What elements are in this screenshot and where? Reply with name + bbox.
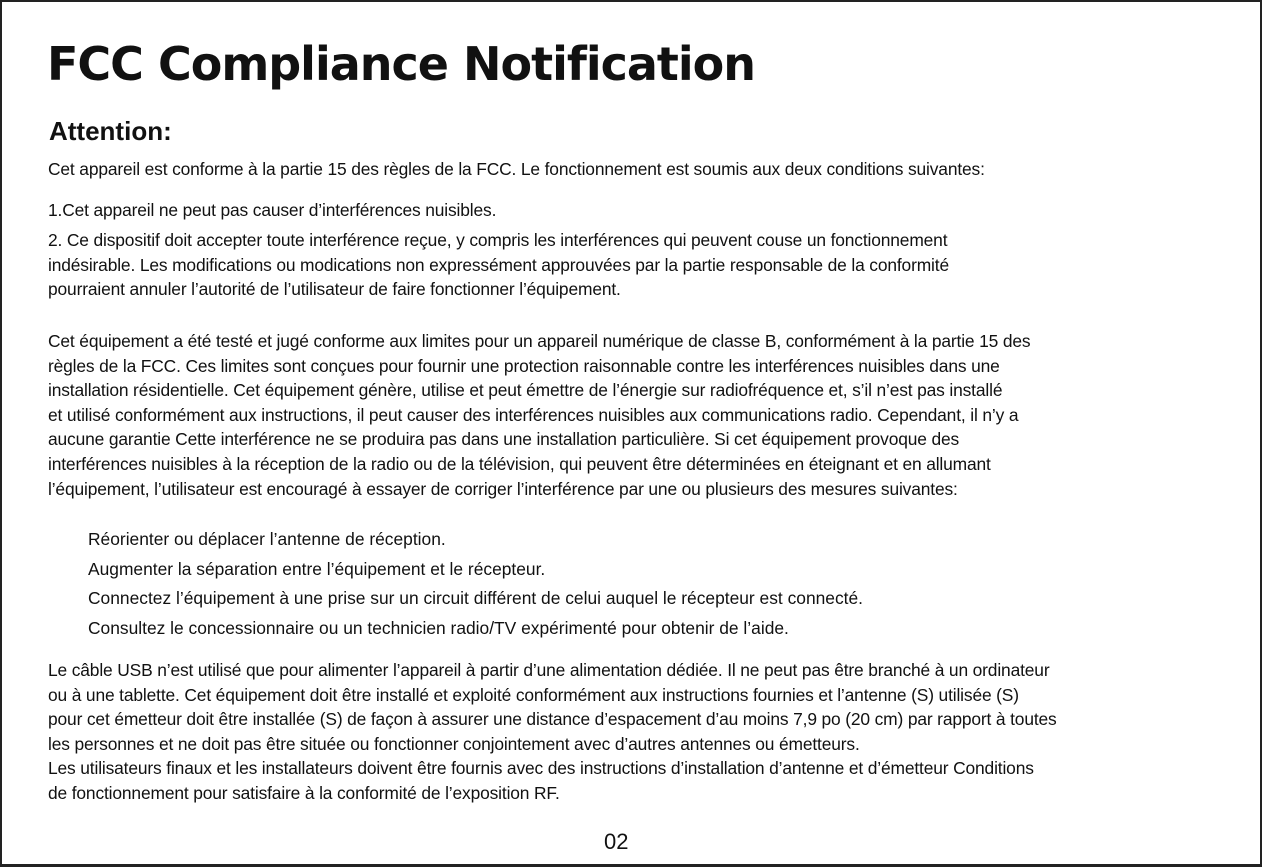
class-b-line: Cet équipement a été testé et jugé conforme aux limites pour un appareil numérique de classe B, conformément à la partie 15 des: [48, 331, 1031, 351]
intro-line: Cet appareil est conforme à la partie 15 des règles de la FCC. Le fonctionnement est soumis aux deux conditions suivantes:: [48, 159, 985, 179]
class-b-line: interférences nuisibles à la réception de la radio ou de la télévision, qui peuvent être déterminées en éteignant et en allumant: [48, 453, 991, 474]
page-title: FCC Compliance Notification: [47, 37, 756, 91]
usb-cable-paragraph: [48, 658, 1248, 806]
condition-2-line: indésirable. Les modifications ou modications non expressément approuvées par la partie responsable de la conformité: [48, 254, 949, 275]
page-number: 02: [604, 829, 629, 854]
condition-2-line: 2. Ce dispositif doit accepter toute interférence reçue, y compris les interférences qui peuvent couse un fonctionnement: [48, 230, 948, 250]
usb-cable-line: pour cet émetteur doit être installée (S) de façon à assurer une distance d’espacement d’au moins 7,9 po (20 cm) par rapport à toutes: [48, 709, 1057, 730]
condition-1: [48, 198, 1248, 223]
measure-item: Augmenter la séparation entre l’équipement et le récepteur.: [88, 558, 546, 579]
attention-heading: Attention:: [49, 116, 172, 146]
condition-2: [48, 228, 1248, 302]
usb-cable-line: Le câble USB n’est utilisé que pour alimenter l’appareil à partir d’une alimentation dédiée. Il ne peut pas être branché à un ordinateur: [48, 660, 1050, 680]
condition-2-line: pourraient annuler l’autorité de l’utilisateur de faire fonctionner l’équipement.: [48, 279, 621, 300]
measures-list: [88, 525, 863, 643]
usb-cable-line: ou à une tablette. Cet équipement doit être installé et exploité conformément aux instructions fournies et l’antenne (S) utilisée (S): [48, 684, 1019, 705]
condition-1-line: 1.Cet appareil ne peut pas causer d’interférences nuisibles.: [48, 200, 497, 220]
class-b-line: installation résidentielle. Cet équipement génère, utilise et peut émettre de l’énergie sur radiofréquence et, s’il n’est pas installé: [48, 380, 1003, 401]
usb-cable-line: de fonctionnement pour satisfaire à la conformité de l’exposition RF.: [48, 782, 560, 803]
measure-item: Consultez le concessionnaire ou un technicien radio/TV expérimenté pour obtenir de l’aide.: [88, 617, 789, 638]
class-b-line: règles de la FCC. Ces limites sont conçues pour fournir une protection raisonnable contre les interférences nuisibles dans une: [48, 355, 1000, 376]
measure-item: Connectez l’équipement à une prise sur un circuit différent de celui auquel le récepteur est connecté.: [88, 588, 863, 608]
class-b-line: l’équipement, l’utilisateur est encouragé à essayer de corriger l’interférence par une ou plusieurs des mesures suivantes:: [48, 478, 958, 499]
measure-item: Réorienter ou déplacer l’antenne de réception.: [88, 529, 446, 549]
usb-cable-line: les personnes et ne doit pas être située ou fonctionner conjointement avec d’autres antennes ou émetteurs.: [48, 733, 860, 754]
class-b-line: et utilisé conformément aux instructions, il peut causer des interférences nuisibles aux communications radio. Cependant, il n’y a: [48, 404, 1019, 425]
class-b-line: aucune garantie Cette interférence ne se produira pas dans une installation particulière. Si cet équipement provoque des: [48, 429, 960, 450]
intro-paragraph: [48, 157, 1248, 182]
class-b-paragraph: [48, 329, 1248, 501]
usb-cable-line: Les utilisateurs finaux et les installateurs doivent être fournis avec des instructions d’installation d’antenne et d’émetteur Conditions: [48, 758, 1034, 779]
